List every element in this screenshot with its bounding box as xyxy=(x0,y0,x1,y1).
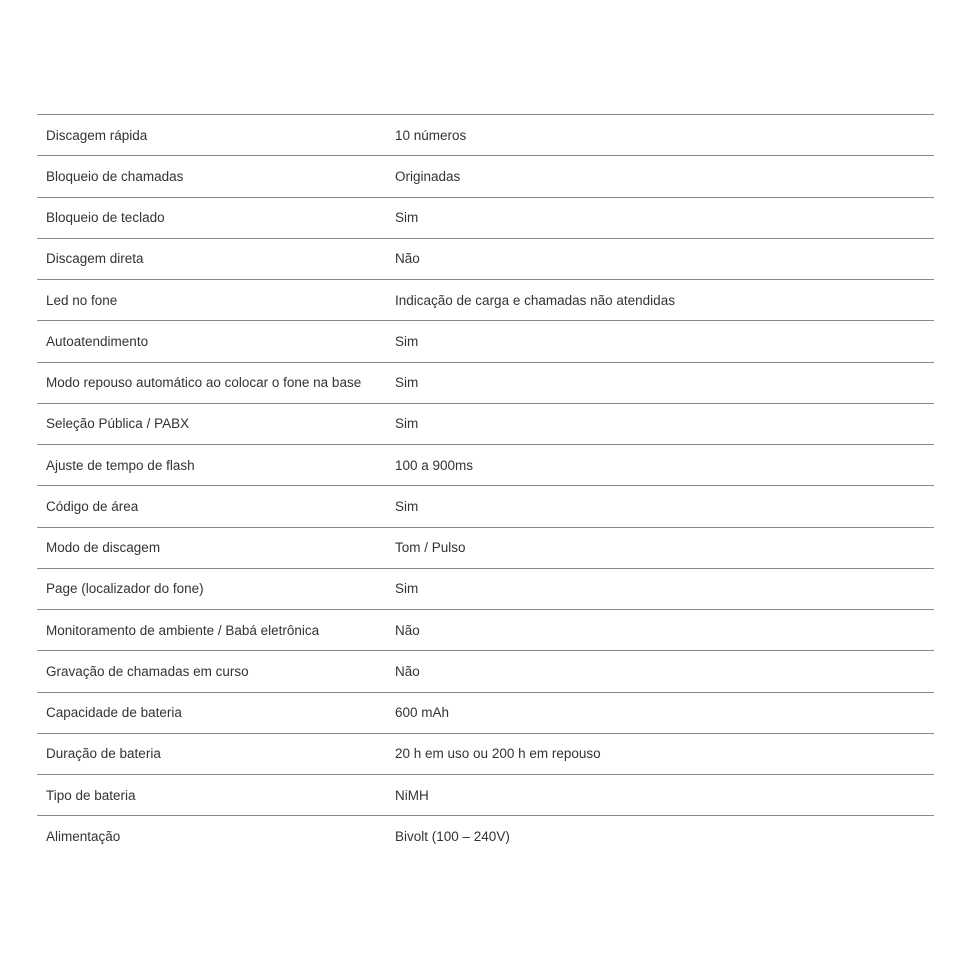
spec-value: Sim xyxy=(395,333,419,349)
spec-label: Duração de bateria xyxy=(46,746,161,762)
table-row xyxy=(37,321,934,362)
spec-value: Sim xyxy=(395,210,419,226)
table-row xyxy=(37,239,934,280)
spec-value: 600 mAh xyxy=(395,705,450,721)
spec-label: Modo repouso automático ao colocar o fone na base xyxy=(46,375,362,391)
spec-label: Monitoramento de ambiente / Babá eletrônica xyxy=(46,622,320,638)
table-row xyxy=(37,363,934,404)
spec-value: Não xyxy=(395,622,420,638)
spec-table xyxy=(37,114,934,858)
spec-value: Sim xyxy=(395,581,419,597)
table-row xyxy=(37,610,934,651)
spec-label: Seleção Pública / PABX xyxy=(46,416,190,432)
spec-value: Indicação de carga e chamadas não atendidas xyxy=(395,292,675,308)
spec-value: Tom / Pulso xyxy=(395,540,466,556)
spec-label: Led no fone xyxy=(46,292,118,308)
spec-label: Autoatendimento xyxy=(46,333,149,349)
spec-label: Page (localizador do fone) xyxy=(46,581,204,597)
table-row xyxy=(37,115,934,156)
spec-value: 100 a 900ms xyxy=(395,457,474,473)
table-row xyxy=(37,280,934,321)
spec-label: Bloqueio de chamadas xyxy=(46,168,184,184)
table-row xyxy=(37,486,934,527)
table-row xyxy=(37,569,934,610)
spec-label: Gravação de chamadas em curso xyxy=(46,663,249,679)
spec-label: Discagem direta xyxy=(46,251,144,267)
table-row xyxy=(37,528,934,569)
spec-label: Bloqueio de teclado xyxy=(46,210,165,226)
table-row xyxy=(37,156,934,197)
spec-value: Originadas xyxy=(395,168,461,184)
table-row xyxy=(37,445,934,486)
spec-value: Sim xyxy=(395,375,419,391)
spec-label: Discagem rápida xyxy=(46,127,148,143)
spec-value: Não xyxy=(395,251,420,267)
spec-value: 20 h em uso ou 200 h em repouso xyxy=(395,746,601,762)
spec-label: Código de área xyxy=(46,498,139,514)
spec-label: Modo de discagem xyxy=(46,540,161,556)
spec-label: Tipo de bateria xyxy=(46,787,136,803)
table-row xyxy=(37,198,934,239)
spec-value: 10 números xyxy=(395,127,467,143)
spec-label: Ajuste de tempo de flash xyxy=(46,457,195,473)
spec-value: Sim xyxy=(395,416,419,432)
spec-value: Não xyxy=(395,663,420,679)
spec-label: Capacidade de bateria xyxy=(46,705,182,721)
table-row xyxy=(37,775,934,816)
spec-value: NiMH xyxy=(395,787,429,803)
table-row xyxy=(37,816,934,857)
table-row xyxy=(37,651,934,692)
table-row xyxy=(37,404,934,445)
spec-value: Bivolt (100 – 240V) xyxy=(395,829,510,845)
table-row xyxy=(37,734,934,775)
spec-value: Sim xyxy=(395,498,419,514)
table-row xyxy=(37,693,934,734)
spec-label: Alimentação xyxy=(46,829,121,845)
